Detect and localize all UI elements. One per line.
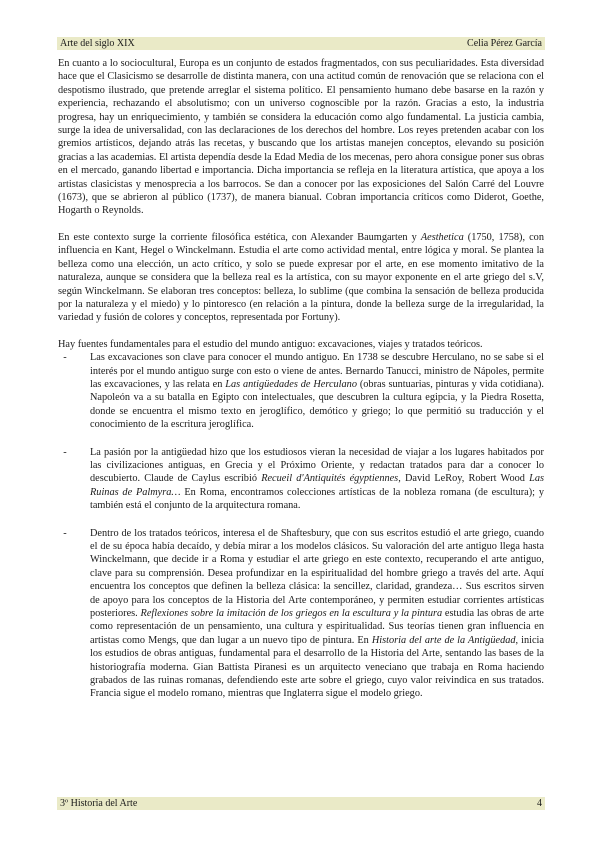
list-item-text xyxy=(90,446,544,513)
list-dash: - xyxy=(63,527,67,539)
page-number: 4 xyxy=(537,798,542,809)
sources-list xyxy=(58,351,544,701)
treatises-text-1: Dentro de los tratados teóricos, interesa el de Shaftesbury, que con sus escritos estudió el arte griego, cuando el de su época había decaído, y debía mirar a los modelos clásicos. Su valoración del arte antiguo llega hasta Winckelmann, que decide ir a Roma y estudiar el arte griego en este contexto, recuperando el arte antiguo, clave para su comprensión. Desea profundizar en la espiritualidad del hombre griego a través del arte. Aquí encuentra los conceptos que definen la belleza clásica: la sencillez, claridad, grandeza… Sus escritos sirven de apoyo para los conceptos de la Historia del Arte contemporáneo, y permiten estudiar corrientes artísticas posteriores. xyxy=(90,527,544,620)
excavations-text-1: Las excavaciones son clave para conocer el mundo antiguo. En 1738 se descubre Herculano, no se sabe si el interés por el mundo antiguo surge con esto o viene de antes. Bernardo Tanucci, ministro de Nápoles, permite las excavaciones, y las relata en xyxy=(90,352,544,390)
list-item-excavations xyxy=(58,351,544,431)
list-item-text xyxy=(90,527,544,701)
paragraph-aesthetics-text-1: En este contexto surge la corriente filosófica estética, con Alexander Baumgarten y xyxy=(58,231,421,243)
page-header xyxy=(57,37,545,50)
travels-text-2: , David LeRoy, Robert Wood xyxy=(398,473,530,485)
treatises-text-2: estudia las obras de arte como representación de un pensamiento, una cultura y espiritualidad. Sus teorías tienen gran influencia en artistas como Mengs, que dan lugar a un nuevo tipo de pintura. En xyxy=(90,608,544,646)
list-item-text xyxy=(90,351,544,431)
page-footer xyxy=(57,797,545,810)
list-item-treatises xyxy=(58,527,544,701)
book-title-herculano: Las antigüedades de Herculano xyxy=(225,378,357,390)
header-course-title: Arte del siglo XIX xyxy=(60,38,135,49)
book-title-palmyra: Las Ruinas de Palmyra… xyxy=(90,473,545,498)
document-body xyxy=(58,57,544,715)
paragraph-sociocultural: En cuanto a lo sociocultural, Europa es un conjunto de estados fragmentados, con sus peculiaridades. Esta diversidad hace que el Clasicismo se desarrolle de distinta manera, con una actitud común de renovación que se relaciona con el despotismo ilustrado, que pretende arreglar el sistema político. El pensamiento humano debe basarse en la razón y experiencia, rechazando el absolutismo; con un universo cognoscible por la razón. Gracias a esto, la industria progresa, hay un enriquecimiento, y también se considera la educación como algo fundamental. La justicia cambia, surge la idea de universalidad, con las declaraciones de los derechos del hombre. Los reyes pretenden acabar con los gremios artísticos, dejando atrás las recetas, y buscando que los artistas manejen conceptos, elevando su posición gracias a las academias. El artista dependía desde la Edad Media de los mecenas, pero ahora consigue poner sus obras en el mercado, ganando libertad e importancia. Dicha importancia se refleja en la literatura artística, que apoya a los artistas clasicistas y menosprecia a los barrocos. Se dan a conocer por las exposiciones del Salón Carré del Louvre (1673), que se abrieron al público (1737), de manera bianual. Cobran importancia críticos como Diderot, Goethe, Hogarth o Reynolds. xyxy=(58,58,544,217)
book-title-aesthetica: Aesthetica xyxy=(420,231,464,243)
paragraph-aesthetics xyxy=(58,231,544,325)
list-item-travels xyxy=(58,446,544,513)
book-title-historia-arte: Historia del arte de la Antigüedad xyxy=(371,634,516,646)
book-title-recueil: Recueil d'Antiquités égyptiennes xyxy=(261,473,399,485)
list-dash: - xyxy=(63,446,67,458)
footer-course: 3º Historia del Arte xyxy=(60,798,138,809)
treatises-text-3: , inicia los estudios de obras antiguas, fundamental para el desarrollo de la Historia del Arte, sentando las bases de la historiografía moderna. Gian Battista Piranesi es un arquitecto veneciano que trabaja en Roma haciendo grabados de las ruinas romanas, defendiendo este arte sobre el griego, cuyo valor reivindica en sus tratados. Francia sigue el modelo romano, mientras que Inglaterra sigue el modelo griego. xyxy=(90,634,544,700)
header-author: Celia Pérez García xyxy=(467,38,542,49)
list-dash: - xyxy=(63,352,67,364)
travels-text-3: En Roma, encontramos colecciones artísticas de la nobleza romana (de escultura); y también está el conjunto de la arquitectura romana. xyxy=(90,486,544,512)
book-title-reflexiones: Reflexiones sobre la imitación de los griegos en la escultura y la pintura xyxy=(140,608,443,620)
travels-text-1: La pasión por la antigüedad hizo que los estudiosos vieran la necesidad de viajar a los lugares habitados por las civilizaciones antiguas, en Grecia y el Próximo Oriente, y redactan tratados para dar a conocer lo descubierto. Claude de Caylus escribió xyxy=(90,446,544,485)
paragraph-sources-intro: Hay fuentes fundamentales para el estudio del mundo antiguo: excavaciones, viajes y tratados teóricos. xyxy=(58,338,483,350)
paragraph-aesthetics-text-2: (1750, 1758), con influencia en Kant, Hegel o Winckelmann. Estudia el arte como actividad mental, entre lógica y moral. Se plantea la belleza como una elección, un acto crítico, y solo se puede expresar por el arte, en ese momento imitativo de la naturaleza, aunque se considera que la belleza real es la artística, con su mayor exponente en el arte griego del s.V, según Winckelmann. Se elaboran tres conceptos: belleza, lo sublime (que combina la sensación de belleza producida por la naturaleza y el miedo) y lo pintoresco (en relación a la pintura, donde la belleza surge de la irregularidad, la variedad y fusión de colores y conceptos, representada por Fortuny). xyxy=(58,231,544,324)
excavations-text-2: (obras suntuarias, pinturas y vida cotidiana). Napoleón va a su batalla en Egipto con intelectuales, que descubren la cultura egipcia, y la Piedra Rosetta, donde se encuentra el mismo texto en jeroglífico, demótico y griego; lo que permitió su traducción y el conocimiento de la escritura jeroglífica. xyxy=(90,378,544,431)
